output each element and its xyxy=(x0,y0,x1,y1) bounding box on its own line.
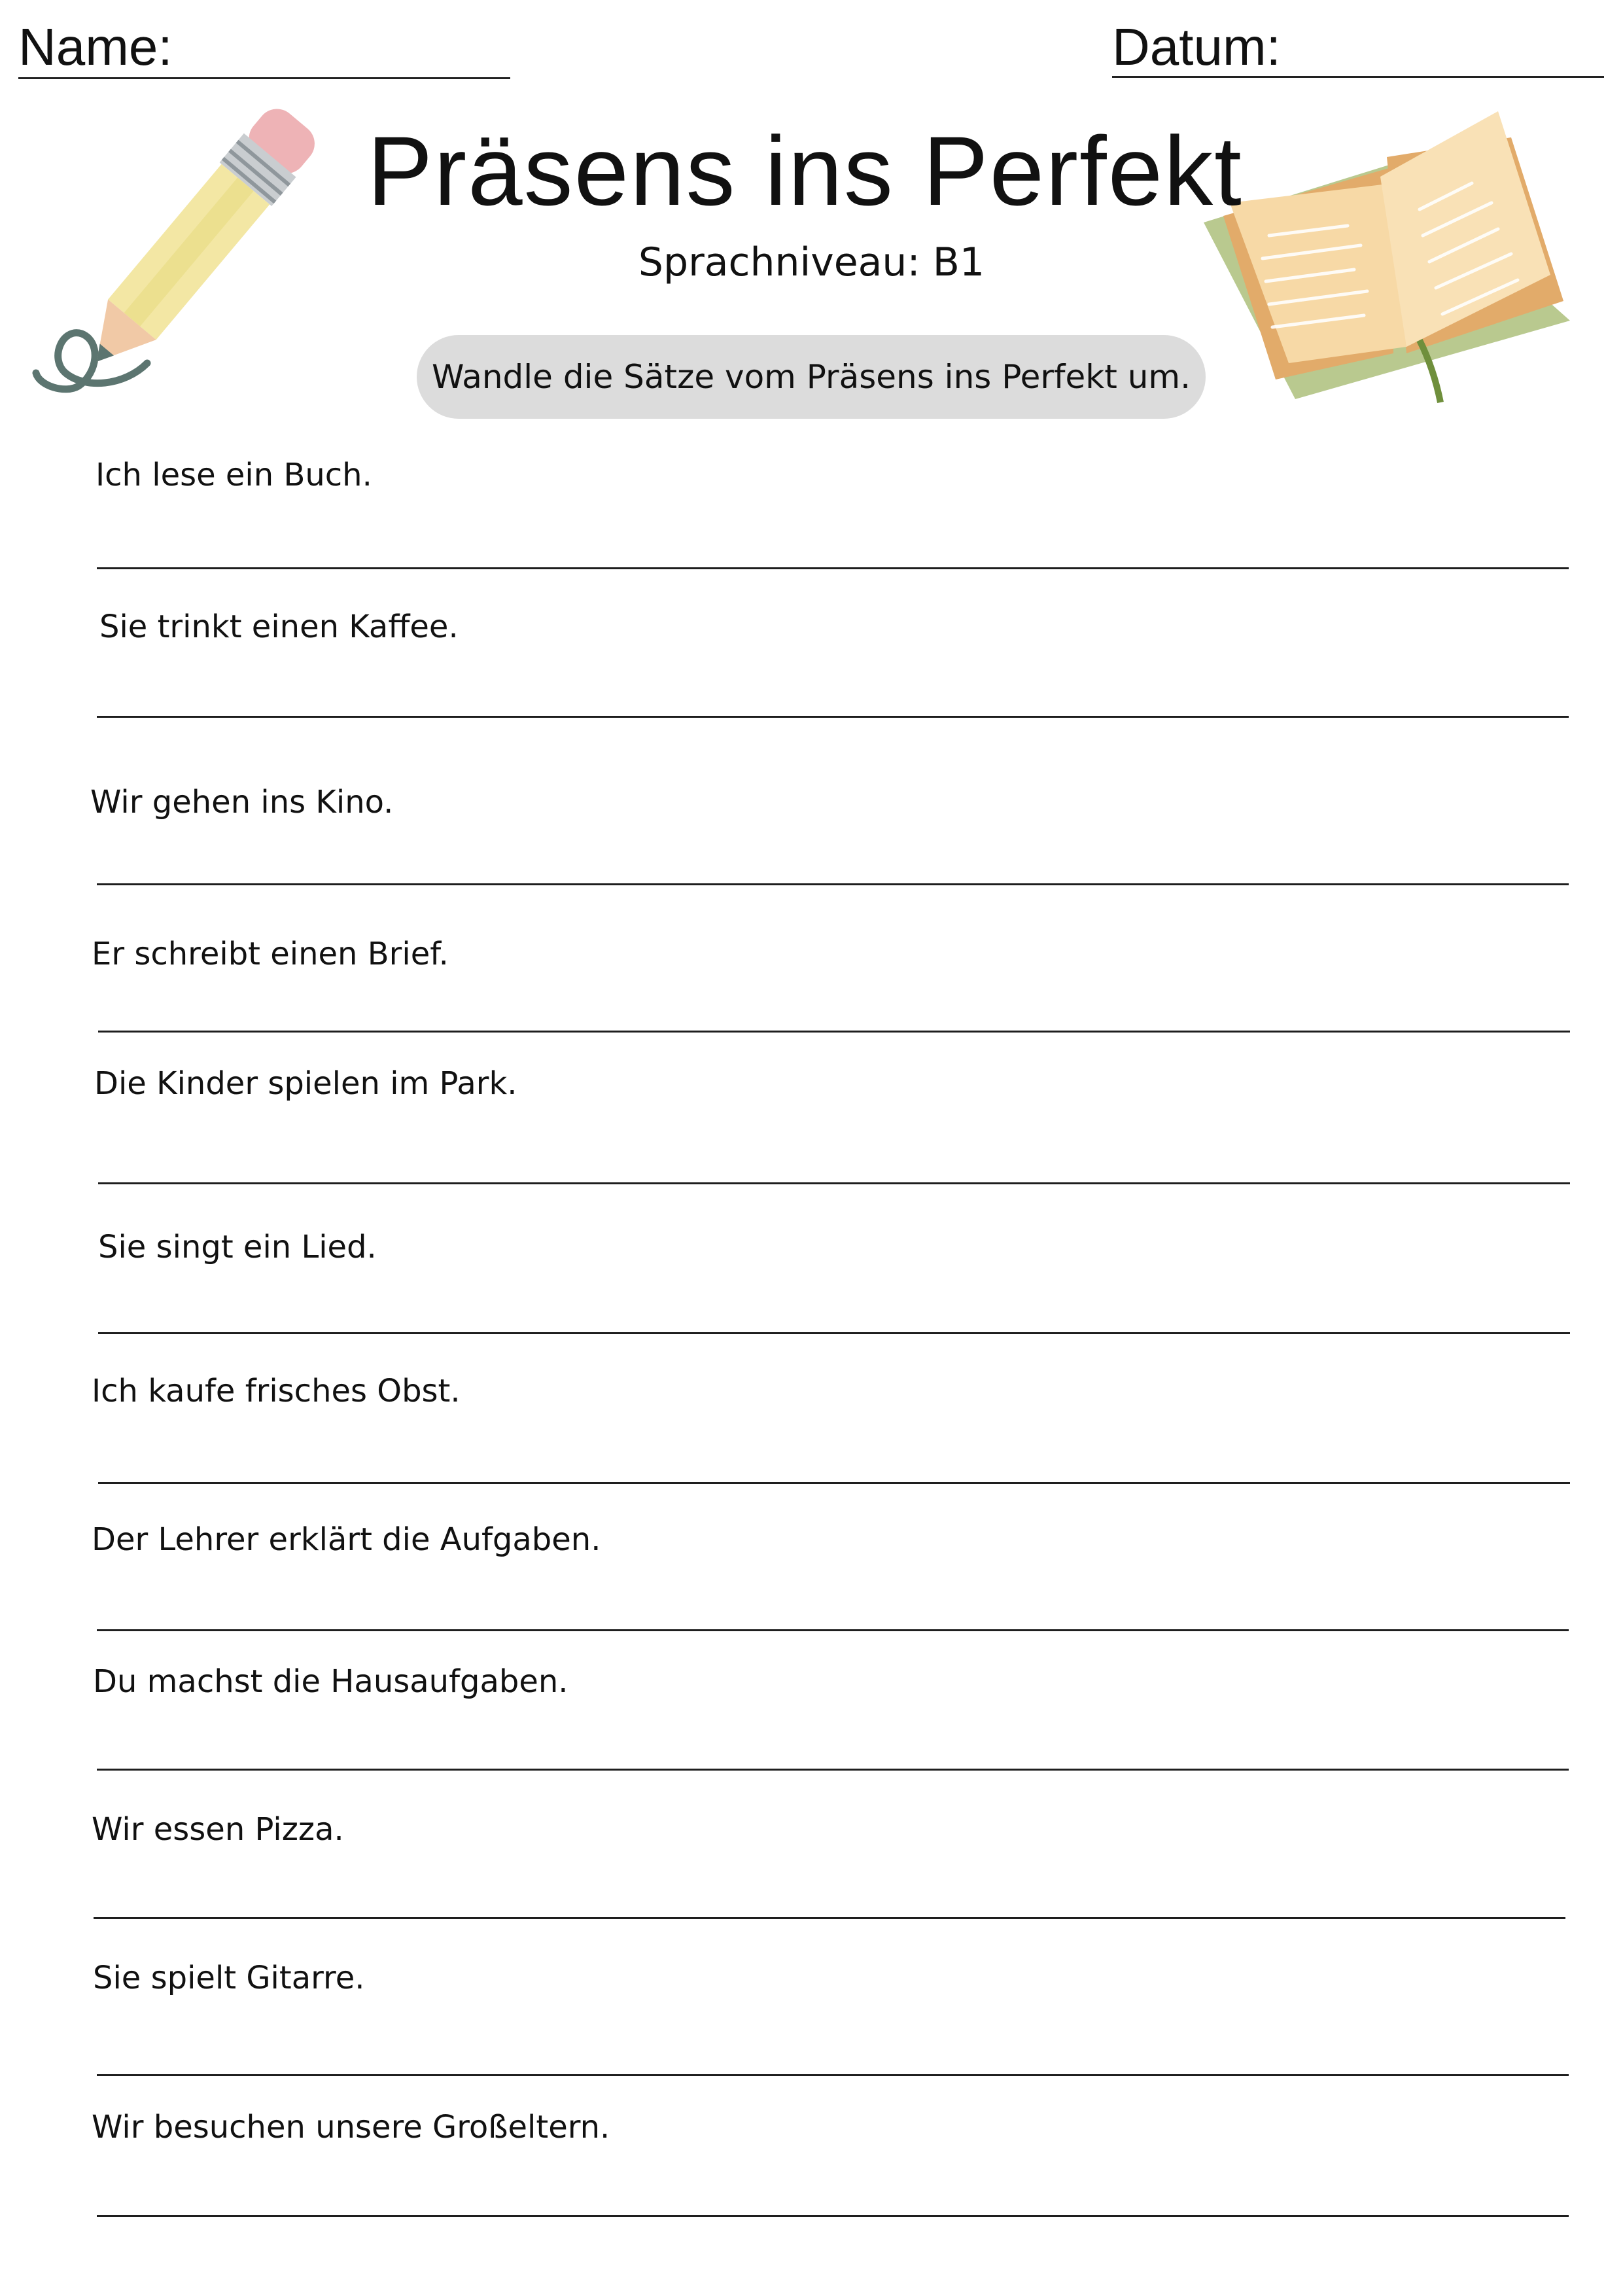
task-sentence: Wir essen Pizza. xyxy=(92,1811,344,1848)
worksheet-title: Präsens ins Perfekt xyxy=(367,116,1243,226)
level-subtitle: Sprachniveau: B1 xyxy=(638,239,985,285)
answer-line[interactable] xyxy=(97,716,1569,718)
task-sentence: Er schreibt einen Brief. xyxy=(92,936,449,972)
task-sentence: Sie singt ein Lied. xyxy=(98,1229,377,1265)
task-sentence: Wir gehen ins Kino. xyxy=(90,784,394,821)
answer-line[interactable] xyxy=(98,1332,1570,1334)
instruction-banner: Wandle die Sätze vom Präsens ins Perfekt um. xyxy=(417,335,1206,419)
name-field-line[interactable] xyxy=(18,77,510,79)
task-sentence: Der Lehrer erklärt die Aufgaben. xyxy=(92,1521,601,1558)
task-sentence: Wir besuchen unsere Großeltern. xyxy=(92,2109,610,2146)
answer-line[interactable] xyxy=(98,1482,1570,1484)
task-sentence: Sie spielt Gitarre. xyxy=(93,1960,365,1996)
task-sentence: Du machst die Hausaufgaben. xyxy=(93,1663,568,1700)
answer-line[interactable] xyxy=(98,1182,1570,1184)
answer-line[interactable] xyxy=(97,2074,1569,2076)
answer-line[interactable] xyxy=(97,1769,1569,1771)
task-sentence: Sie trinkt einen Kaffee. xyxy=(99,609,459,645)
name-label: Name: xyxy=(18,18,173,76)
answer-line[interactable] xyxy=(97,567,1569,569)
task-sentence: Ich lese ein Buch. xyxy=(96,457,372,493)
task-sentence: Die Kinder spielen im Park. xyxy=(94,1065,517,1102)
answer-line[interactable] xyxy=(97,1629,1569,1631)
answer-line[interactable] xyxy=(97,2215,1569,2217)
answer-line[interactable] xyxy=(97,883,1569,885)
date-label: Datum: xyxy=(1112,18,1281,76)
answer-line[interactable] xyxy=(98,1031,1570,1033)
task-sentence: Ich kaufe frisches Obst. xyxy=(92,1373,461,1409)
date-field-line[interactable] xyxy=(1112,76,1604,78)
answer-line[interactable] xyxy=(94,1917,1565,1919)
